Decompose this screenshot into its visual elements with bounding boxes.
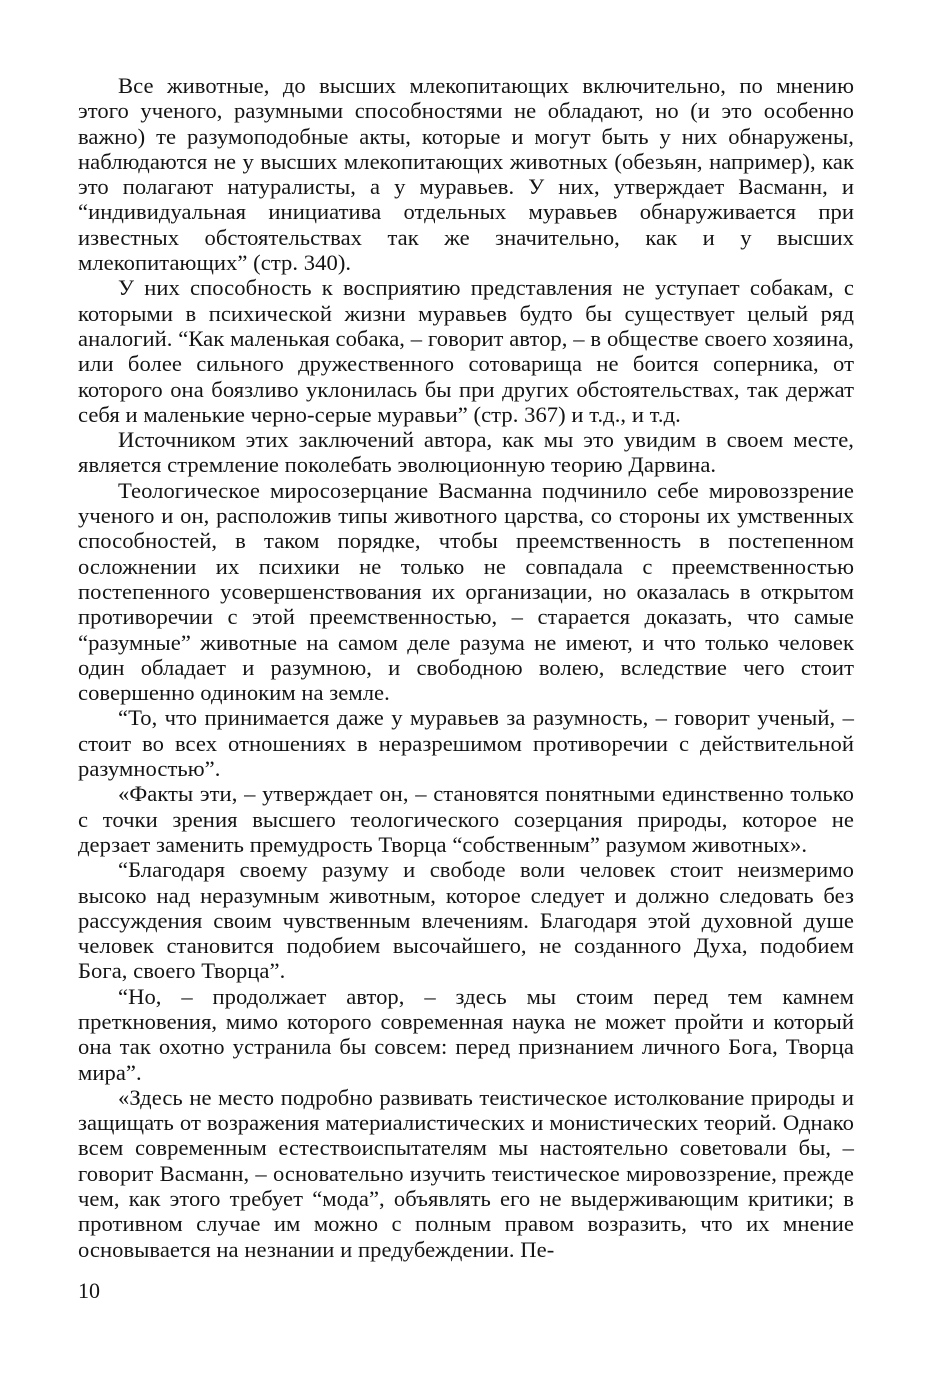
paragraph-1: Все животные, до высших млекопитающих включительно, по мнению этого ученого, разумными способностями не обладают, но (и это особенно важно) те разумоподобные акты, которые и могут быть у них обнаружены, наблюдаются не у высших млекопитающих животных (обезьян, например), как это полагают натуралисты, а у муравьев. У них, утверждает Васманн, и “индивидуальная инициатива отдельных муравьев обнаруживается при известных обстоятельствах так же значительно, как и у высших млекопитающих” (стр. 340). [78,73,854,276]
paragraph-5: “То, что принимается даже у муравьев за разумность, – говорит ученый, – стоит во всех отношениях в неразрешимом противоречии с действительной разумностью”. [78,705,854,782]
paragraph-3: Источником этих заключений автора, как мы это увидим в своем месте, является стремление поколебать эволюционную теорию Дарвина. [78,427,854,478]
paragraph-6: «Факты эти, – утверждает он, – становятся понятными единственно только с точки зрения высшего теологического созерцания природы, которое не дерзает заменить премудрость Творца “собственным” разумом животных». [78,781,854,857]
paragraph-8: “Но, – продолжает автор, – здесь мы стоим перед тем камнем преткновения, мимо которого современная наука не может пройти и который она так охотно устранила бы совсем: перед признанием личного Бога, Творца мира”. [78,983,854,1085]
paragraph-2: У них способность к восприятию представления не уступает собакам, с которыми в психической жизни муравьев будто бы существует целый ряд аналогий. “Как маленькая собака, – говорит автор, – в обществе своего хозяина, или более сильного дружественного сотоварища не боится соперника, от которого она боязливо уклонилась бы при других обстоятельствах, так держат себя и маленькие черно-серые муравьи” (стр. 367) и т.д., и т.д. [78,275,854,427]
paragraph-9: «Здесь не место подробно развивать теистическое истолкование природы и защищать от возражения материалистических и монистических теорий. Однако всем современным естествоиспытателям мы настоятельно советовали бы, – говорит Васманн, – основательно изучить теистическое мировоззрение, прежде чем, как этого требует “мода”, объявлять его не выдерживающим критики; в противном случае им можно с полным правом возразить, что их мнение основывается на незнании и предубеждении. Пе- [78,1084,854,1262]
page-number: 10 [78,1278,100,1303]
paragraph-7: “Благодаря своему разуму и свободе воли человек стоит неизмеримо высоко над неразумным животным, которое следует и должно следовать без рассуждения своим чувственным влечениям. Благодаря этой духовной душе человек становится подобием высочайшего, не созданного Духа, подобием Бога, своего Творца”. [78,857,854,984]
paragraph-4: Теологическое миросозерцание Васманна подчинило себе мировоззрение ученого и он, расположив типы животного царства, со стороны их умственных способностей, в таком порядке, чтобы преемственность в постепенном осложнении их психики не только не совпадала с преемственностью постепенного усовершенствования их организации, но оказалась в открытом противоречии с этой преемственностью, – старается доказать, что самые “разумные” животные на самом деле разума не имеют, и что только человек один обладает и разумною, и свободною волею, вследствие чего стоит совершенно одиноким на земле. [78,477,854,706]
page-body [78,73,854,1262]
